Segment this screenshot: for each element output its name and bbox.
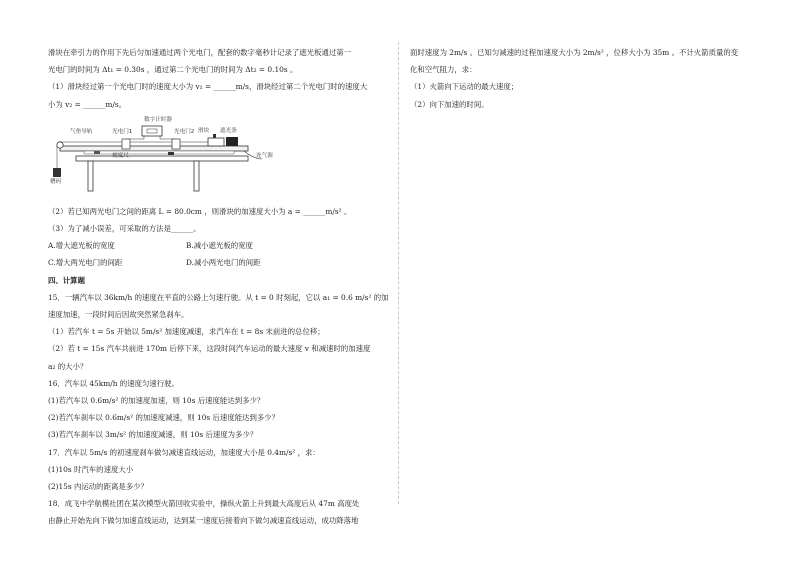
label-ruler: 刻度尺 [112,152,129,159]
option-d: D.减小两光电门的间距 [186,258,261,268]
text-line: （1）若汽车 t = 5s 开始以 5m/s² 加速度减速，求汽车在 t = 8s 末前进的总位移； [48,327,325,337]
text-line: 面时速度为 2m/s 。已知匀减速的过程加速度大小为 2m/s² ，位移大小为 35m 。不计火箭质量的变 [410,48,739,57]
text-line: a₂ 的大小？ [48,361,88,371]
apparatus-drawing [48,115,378,199]
text-line: 滑块在牵引力的作用下先后匀加速通过两个光电门，配套的数字毫秒计记录了遮光板通过第一 [48,48,352,57]
options-row [48,237,388,254]
label-rail: 气垫导轨 [70,128,93,135]
label-gate2: 光电门2 [174,128,195,135]
text-line: 速度加速，一段时间后因故突然紧急刹车。 [48,310,189,320]
text-line: 16．汽车以 45km/h 的速度匀速行驶。 [48,378,179,388]
text-line: 15．一辆汽车以 36km/h 的速度在平直的公路上匀速行驶。从 t = 0 时刻起，它以 a₁ = 0.6 m/s² 的加 [48,292,389,302]
text-line: 光电门的时间为 Δt₁ = 0.30s ，通过第二个光电门的时间为 Δt₂ = 0.10s 。 [48,65,298,75]
text-line: (1)若汽车以 0.6m/s² 的加速度加速，则 10s 后速度能达到多少？ [48,396,265,406]
text-line: （2）若 t = 15s 汽车共前进 170m 后停下来，这段时间汽车运动的最大速度 v 和减速时的加速度 [48,344,371,354]
text-line: （3）为了减小误差，可采取的方法是______。 [48,224,201,234]
apparatus-figure [48,115,378,199]
text-line: (2)15s 内运动的距离是多少？ [48,482,148,492]
label-shade: 遮光条 [220,127,237,134]
label-gate1: 光电门1 [112,128,133,135]
text-line: 化和空气阻力，求： [410,65,477,75]
text-line: （1）滑块经过第一个光电门时的速度大小为 v₁ = ______m/s，滑块经过第二个光电门时的速度大 [48,82,368,92]
right-column [410,44,750,113]
text-line: （2）向下加速的时间。 [410,99,489,109]
label-weight: 槽码 [50,178,62,185]
label-timer: 数字计时器 [144,116,172,123]
text-line: (3)若汽车刹车以 3m/s² 的加速度减速，则 10s 后速度为多少？ [48,430,258,440]
text-line: (2)若汽车刹车以 0.6m/s² 的加速度减速，则 10s 后速度能达到多少？ [48,413,280,423]
column-divider [398,42,399,504]
left-column [48,44,388,530]
text-line: 小为 v₂ = ______m/s。 [48,99,127,109]
label-slider: 滑块 [198,127,210,134]
section-title: 四、计算题 [48,275,85,285]
option-a: A.增大遮光板的宽度 [48,241,115,251]
text-line: 由静止开始先向下做匀加速直线运动，达到某一速度后接着向下做匀减速直线运动，成功降落地 [48,516,359,526]
options-row [48,254,388,271]
text-line: 18．成飞中学航模社团在某次模型火箭回收实验中，操纵火箭上升到最大高度后从 47m 高度处 [48,499,360,509]
text-line: (1)10s 时汽车的速度大小 [48,464,134,474]
label-air-supply: 连气源 [256,152,273,159]
text-line: （1）火箭向下运动的最大速度； [410,82,519,92]
text-line: 17．汽车以 5m/s 的初速度刹车做匀减速直线运动，加速度大小是 0.4m/s² ，求： [48,447,320,457]
option-b: B.减小遮光板的宽度 [186,241,253,251]
text-line: （2）若已知两光电门之间的距离 L = 80.0cm ，则滑块的加速度大小为 a = ______m/s² 。 [48,206,352,216]
option-c: C.增大两光电门的间距 [48,258,123,268]
